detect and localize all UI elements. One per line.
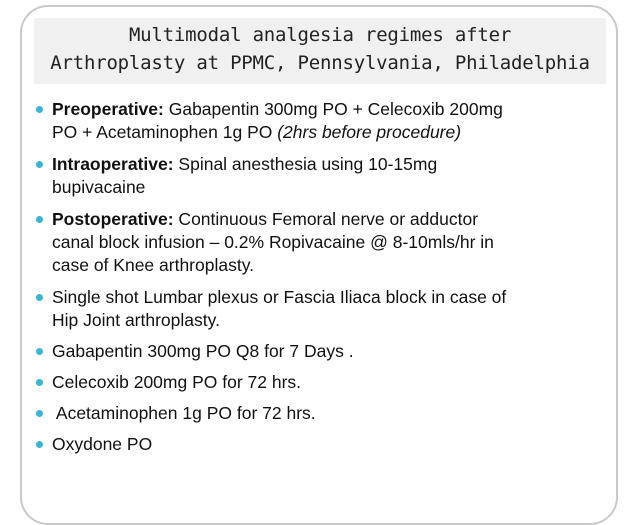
bullet-icon	[36, 294, 43, 301]
bullet-icon	[36, 441, 43, 448]
bullet-heading: Postoperative:	[52, 209, 174, 229]
bullet-icon	[36, 216, 43, 223]
bullet-text: Gabapentin 300mg PO + Celecoxib 200mg	[163, 99, 503, 119]
bullet-text: PO + Acetaminophen 1g PO	[52, 122, 278, 142]
title-line-1: Multimodal analgesia regimes after	[128, 24, 512, 46]
bullet-icon	[36, 410, 43, 417]
bullet-text: canal block infusion – 0.2% Ropivacaine @ 8-10mls/hr in	[52, 232, 494, 252]
bullet-text: Gabapentin 300mg PO Q8 for 7 Days .	[52, 341, 354, 361]
bullet-heading: Intraoperative:	[52, 154, 174, 174]
bullet-text: Hip Joint arthroplasty.	[52, 310, 220, 330]
bullet-icon	[36, 379, 43, 386]
bullet-text: Celecoxib 200mg PO for 72 hrs.	[52, 372, 302, 392]
title-line-2: Arthroplasty at PPMC, Pennsylvania, Philadelphia	[50, 52, 590, 74]
bullet-text: Continuous Femoral nerve or adductor	[173, 209, 479, 229]
bullet-heading: Preoperative:	[52, 99, 164, 119]
bullet-text: bupivacaine	[52, 177, 146, 197]
bullet-text: case of Knee arthroplasty.	[52, 255, 255, 275]
bullet-text: Acetaminophen 1g PO for 72 hrs.	[52, 403, 316, 423]
bullet-icon	[36, 161, 43, 168]
bullet-note: (2hrs before procedure)	[277, 122, 462, 142]
bullet-text: Oxydone PO	[52, 434, 153, 454]
bullet-text: Spinal anesthesia using 10-15mg	[173, 154, 438, 174]
bullet-icon	[36, 348, 43, 355]
bullet-icon	[36, 106, 43, 113]
bullet-text: Single shot Lumbar plexus or Fascia Iliaca block in case of	[52, 287, 507, 307]
